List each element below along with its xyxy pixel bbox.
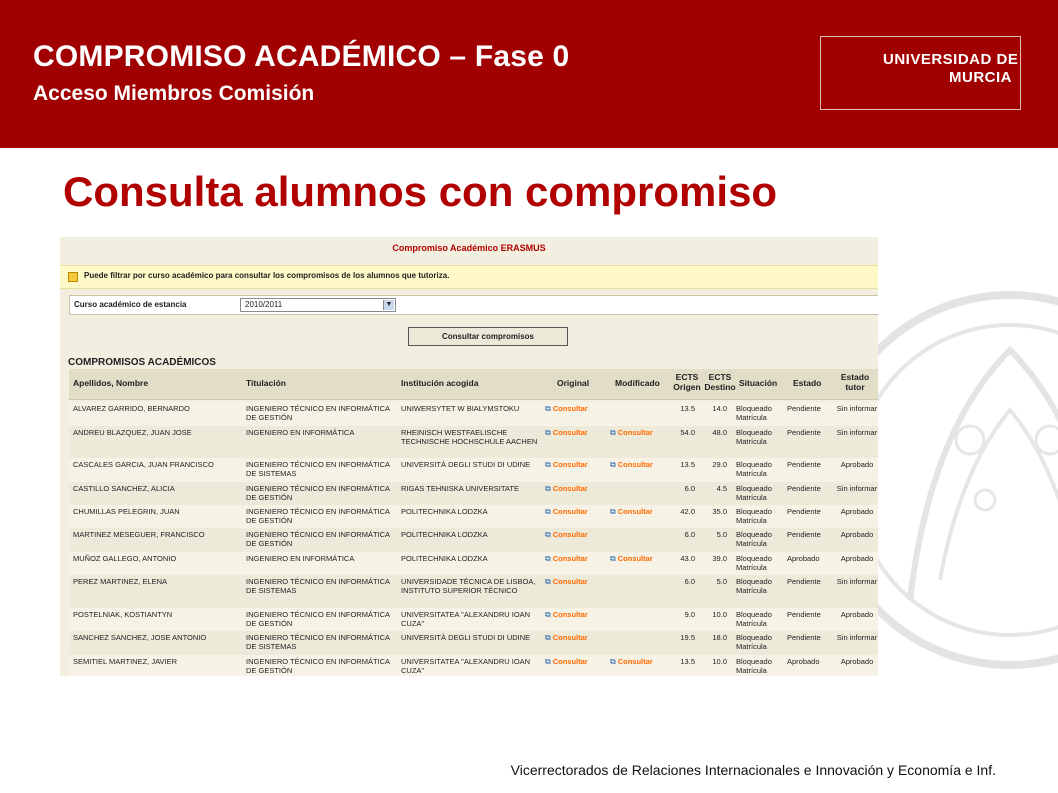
consult-modified-link-label[interactable]: Consultar [617,657,653,666]
ects-origin: 6.0 [684,577,695,586]
situation: Bloqueado Matrícula [736,404,772,422]
state: Pendiente [787,507,821,516]
tutor-state: Aprobado [840,610,874,619]
degree: INGENIERO TÉCNICO EN INFORMÁTICA DE SISTEMAS [246,460,390,478]
consult-modified-link[interactable] [610,507,653,516]
ects-origin: 9.0 [684,610,695,619]
external-link-icon[interactable]: ⧉ [545,484,551,493]
student-name: ANDREU BLAZQUEZ, JUAN JOSE [73,428,192,437]
consult-modified-link[interactable] [610,657,653,666]
table-row [69,631,878,655]
filter-label: Curso académico de estancia [74,300,187,309]
ects-dest: 48.0 [712,428,727,437]
degree: INGENIERO TÉCNICO EN INFORMÁTICA DE GESTIÓN [246,404,390,422]
institution: RIGAS TEHNISKA UNIVERSITATE [401,484,519,493]
tutor-state: Sin informar [836,577,878,586]
tutor-state: Sin informar [836,428,878,437]
state: Pendiente [787,610,821,619]
state: Aprobado [787,657,820,666]
situation: Bloqueado Matrícula [736,657,772,675]
ects-dest: 29.0 [712,460,727,469]
ects-dest: 14.0 [712,404,727,413]
header-title: COMPROMISO ACADÉMICO – Fase 0 [33,40,570,73]
consult-original-link-label[interactable]: Consultar [552,657,588,666]
degree: INGENIERO TÉCNICO EN INFORMÁTICA DE GESTIÓN [246,610,390,628]
ects-dest: 39.0 [712,554,727,563]
section-title: COMPROMISOS ACADÉMICOS [68,357,216,368]
table-row [69,655,878,676]
tutor-state: Aprobado [840,657,874,666]
ects-origin: 54.0 [680,428,695,437]
consult-modified-link-label[interactable]: Consultar [617,554,653,563]
external-link-icon[interactable]: ⧉ [545,428,551,437]
consult-original-link[interactable] [545,460,588,469]
table-row [69,505,878,528]
consult-modified-link-label[interactable]: Consultar [617,507,653,516]
table-row [69,608,878,631]
tutor-state: Aprobado [840,554,874,563]
situation: Bloqueado Matrícula [736,484,772,502]
external-link-icon[interactable]: ⧉ [545,577,551,586]
filter-row [69,295,878,315]
situation: Bloqueado Matrícula [736,507,772,525]
student-name: MUÑOZ GALLEGO, ANTONIO [73,554,177,563]
student-name: PEREZ MARTINEZ, ELENA [73,577,168,586]
student-name: CASTILLO SANCHEZ, ALICIA [73,484,175,493]
consult-original-link-label[interactable]: Consultar [552,554,588,563]
consult-original-link-label[interactable]: Consultar [552,530,588,539]
consult-original-link-label[interactable]: Consultar [552,577,588,586]
col-ects-origin: ECTS Origen [673,372,701,392]
external-link-icon[interactable]: ⧉ [610,460,616,469]
consult-original-link[interactable] [545,610,588,619]
consult-modified-link[interactable] [610,554,653,563]
institution: UNIVERSITATEA "ALEXANDRU IOAN CUZA" [401,657,531,675]
academic-year-value: 2010/2011 [245,300,283,309]
ects-origin: 13.5 [680,404,695,413]
consult-original-link-label[interactable]: Consultar [552,428,588,437]
student-name: CASCALES GARCIA, JUAN FRANCISCO [73,460,214,469]
consult-original-link-label[interactable]: Consultar [552,633,588,642]
degree: INGENIERO TÉCNICO EN INFORMÁTICA DE GESTIÓN [246,484,390,502]
col-institution: Institución acogida [401,378,479,388]
table-row [69,552,878,575]
external-link-icon[interactable]: ⧉ [610,428,616,437]
state: Pendiente [787,404,821,413]
app-title: Compromiso Académico ERASMUS [392,243,546,253]
ects-dest: 4.5 [716,484,727,493]
consult-original-link[interactable] [545,554,588,563]
consult-original-link[interactable] [545,657,588,666]
consult-original-link-label[interactable]: Consultar [552,484,588,493]
situation: Bloqueado Matrícula [736,428,772,446]
info-bar [60,265,878,289]
chevron-down-icon[interactable]: ▼ [383,300,394,310]
student-name: CHUMILLAS PELEGRIN, JUAN [73,507,180,516]
situation: Bloqueado Matrícula [736,460,772,478]
col-state: Estado [793,378,822,388]
external-link-icon[interactable]: ⧉ [545,530,551,539]
situation: Bloqueado Matrícula [736,577,772,595]
external-link-icon[interactable]: ⧉ [545,460,551,469]
consult-original-link[interactable] [545,404,588,413]
state: Pendiente [787,484,821,493]
ects-dest: 5.0 [716,530,727,539]
consult-original-link-label[interactable]: Consultar [552,460,588,469]
header-subtitle: Acceso Miembros Comisión [33,82,315,105]
consult-original-link-label[interactable]: Consultar [552,610,588,619]
consult-original-link[interactable] [545,577,588,586]
state: Pendiente [787,577,821,586]
institution: POLITECHNIKA LODZKA [401,554,488,563]
consult-original-link[interactable] [545,484,588,493]
ects-dest: 35.0 [712,507,727,516]
col-original: Original [557,378,590,388]
col-tutor: Estado tutor [840,372,870,392]
consult-modified-link[interactable] [610,428,653,437]
student-name: POSTELNIAK, KOSTIANTYN [73,610,173,619]
state: Aprobado [787,554,820,563]
consult-original-link[interactable] [545,633,588,642]
tutor-state: Aprobado [840,507,874,516]
state: Pendiente [787,428,821,437]
external-link-icon[interactable]: ⧉ [545,657,551,666]
degree: INGENIERO TÉCNICO EN INFORMÁTICA DE GESTIÓN [246,507,390,525]
institution: UNIVERSIDADE TÉCNICA DE LISBOA, INSTITUTO SUPERIOR TÉCNICO [401,577,536,595]
student-name: MARTINEZ MESEGUER, FRANCISCO [73,530,205,539]
external-link-icon[interactable]: ⧉ [545,633,551,642]
institution: UNIVERSITATEA "ALEXANDRU IOAN CUZA" [401,610,531,628]
info-icon [68,272,78,282]
table-header [69,369,878,400]
ects-origin: 13.5 [680,460,695,469]
state: Pendiente [787,530,821,539]
tutor-state: Sin informar [836,633,878,642]
tutor-state: Sin informar [836,404,878,413]
col-ects-dest: ECTS Destino [704,372,736,392]
situation: Bloqueado Matrícula [736,610,772,628]
table-row [69,458,878,482]
table-row [69,426,878,458]
degree: INGENIERO EN INFORMÁTICA [246,554,355,563]
table-row [69,575,878,608]
ects-origin: 6.0 [684,530,695,539]
info-text: Puede filtrar por curso académico para consultar los compromisos de los alumnos que tutoriza. [84,271,450,280]
table-row [69,528,878,552]
ects-origin: 6.0 [684,484,695,493]
degree: INGENIERO TÉCNICO EN INFORMÁTICA DE SISTEMAS [246,577,390,595]
university-logo [820,36,1021,110]
consult-original-link[interactable] [545,428,588,437]
degree: INGENIERO TÉCNICO EN INFORMÁTICA DE GESTIÓN [246,657,390,675]
col-degree: Titulación [246,378,286,388]
ects-dest: 10.0 [712,610,727,619]
external-link-icon[interactable]: ⧉ [610,507,616,516]
consult-original-link-label[interactable]: Consultar [552,404,588,413]
ects-origin: 13.5 [680,657,695,666]
header-banner [0,0,1058,148]
university-seal-watermark [870,280,1058,700]
app-screenshot [60,237,878,676]
consult-modified-link-label[interactable]: Consultar [617,428,653,437]
tutor-state: Aprobado [840,530,874,539]
institution: POLITECHNIKA LODZKA [401,530,488,539]
col-modified: Modificado [615,378,660,388]
student-name: SANCHEZ SANCHEZ, JOSE ANTONIO [73,633,207,642]
student-name: ALVAREZ GARRIDO, BERNARDO [73,404,190,413]
external-link-icon[interactable]: ⧉ [545,610,551,619]
tutor-state: Sin informar [836,484,878,493]
external-link-icon[interactable]: ⧉ [545,554,551,563]
consult-modified-link[interactable] [610,460,653,469]
ects-origin: 43.0 [680,554,695,563]
state: Pendiente [787,460,821,469]
external-link-icon[interactable]: ⧉ [610,554,616,563]
external-link-icon[interactable]: ⧉ [545,404,551,413]
tutor-state: Aprobado [840,460,874,469]
footer-text: Vicerrectorados de Relaciones Internacionales e Innovación y Economía e Inf. [510,762,996,778]
institution: UNIVERSITÀ DEGLI STUDI DI UDINE [401,460,531,469]
institution: RHEINISCH WESTFAELISCHE TECHNISCHE HOCHSCHULE AACHEN [401,428,538,446]
table-row [69,402,878,426]
table-row [69,482,878,505]
consult-original-link-label[interactable]: Consultar [552,507,588,516]
degree: INGENIERO EN INFORMÁTICA [246,428,355,437]
student-name: SEMITIEL MARTINEZ, JAVIER [73,657,178,666]
consult-original-link[interactable] [545,507,588,516]
consult-modified-link-label[interactable]: Consultar [617,460,653,469]
institution: UNIVERSITÀ DEGLI STUDI DI UDINE [401,633,531,642]
consult-original-link[interactable] [545,530,588,539]
consult-commitments-button[interactable]: Consultar compromisos [408,327,568,346]
state: Pendiente [787,633,821,642]
academic-year-select[interactable] [240,298,396,312]
degree: INGENIERO TÉCNICO EN INFORMÁTICA DE GESTIÓN [246,530,390,548]
institution: POLITECHNIKA LODZKA [401,507,488,516]
ects-dest: 10.0 [712,657,727,666]
external-link-icon[interactable]: ⧉ [545,507,551,516]
situation: Bloqueado Matrícula [736,530,772,548]
col-name: Apellidos, Nombre [73,378,149,388]
ects-origin: 42.0 [680,507,695,516]
institution: UNIWERSYTET W BIALYMSTOKU [401,404,520,413]
logo-line-1: UNIVERSIDAD DE [883,51,1019,68]
ects-dest: 18.0 [712,633,727,642]
external-link-icon[interactable]: ⧉ [610,657,616,666]
page-title: Consulta alumnos con compromiso [63,168,778,215]
situation: Bloqueado Matrícula [736,554,772,572]
ects-origin: 19.5 [680,633,695,642]
situation: Bloqueado Matrícula [736,633,772,651]
col-situation: Situación [739,378,778,388]
degree: INGENIERO TÉCNICO EN INFORMÁTICA DE SISTEMAS [246,633,390,651]
logo-line-2: MURCIA [949,69,1012,86]
ects-dest: 5.0 [716,577,727,586]
